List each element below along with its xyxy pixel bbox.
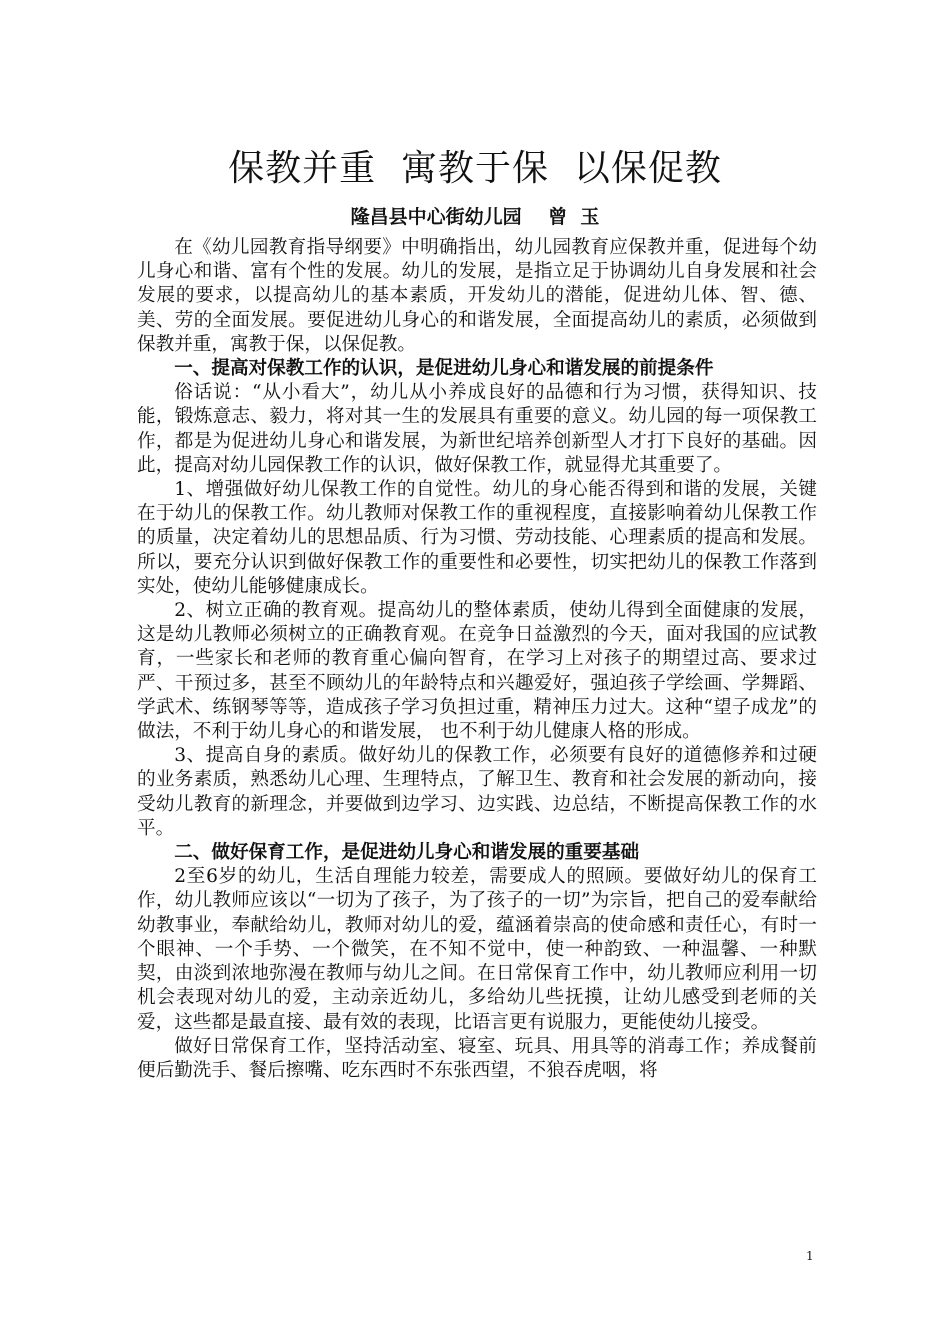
page-number: 1 [806,1249,814,1263]
paragraph-intro: 在《幼儿园教育指导纲要》中明确指出，幼儿园教育应保教并重，促进每个幼儿身心和谐、富有个性的发展。幼儿的发展，是指立足于协调幼儿自身发展和社会发展的要求，以提高幼儿的基本素质，开发幼儿的潜能，促进幼儿体、智、德、美、劳的全面发展。要促进幼儿身心的和谐发展，全面提高幼儿的素质，必须做到保教并重，寓教于保，以保促教。 [137,237,817,355]
paragraph: 1、增强做好幼儿保教工作的自觉性。幼儿的身心能否得到和谐的发展，关键在于幼儿的保教工作。幼儿教师对保教工作的重视程度，直接影响着幼儿保教工作的质量，决定着幼儿的思想品质、行为习惯、劳动技能、心理素质的提高和发展。所以，要充分认识到做好保教工作的重要性和必要性，切实把幼儿的保教工作落到实处，使幼儿能够健康成长。 [137,479,817,597]
paragraph: 俗话说：“从小看大”，幼儿从小养成良好的品德和行为习惯，获得知识、技能，锻炼意志、毅力，将对其一生的发展具有重要的意义。幼儿园的每一项保教工作，都是为促进幼儿身心和谐发展，为新世纪培养创新型人才打下良好的基础。因此，提高对幼儿园保教工作的认识，做好保教工作，就显得尤其重要了。 [137,382,817,476]
document-author: 隆昌县中心街幼儿园 曾 玉 [350,206,600,228]
paragraph: 做好日常保育工作，坚持活动室、寝室、玩具、用具等的消毒工作；养成餐前便后勤洗手、餐后擦嘴、吃东西时不东张西望，不狼吞虎咽，将 [137,1035,817,1081]
section-heading-1: 一、提高对保教工作的认识，是促进幼儿身心和谐发展的前提条件 [174,358,714,380]
paragraph: 2至6岁的幼儿，生活自理能力较差，需要成人的照顾。要做好幼儿的保育工作，幼儿教师应该以“一切为了孩子，为了孩子的一切”为宗旨，把自己的爱奉献给幼教事业，奉献给幼儿，教师对幼儿的爱，蕴涵着崇高的使命感和责任心，有时一个眼神、一个手势、一个微笑，在不知不觉中，使一种韵致、一种温馨、一种默契，由淡到浓地弥漫在教师与幼儿之间。在日常保育工作中，幼儿教师应利用一切机会表现对幼儿的爱，主动亲近幼儿，多给幼儿些抚摸，让幼儿感受到老师的关爱，这些都是最直接、最有效的表现，比语言更有说服力，更能使幼儿接受。 [137,866,817,1033]
paragraph: 3、提高自身的素质。做好幼儿的保教工作，必须要有良好的道德修养和过硬的业务素质，熟悉幼儿心理、生理特点，了解卫生、教育和社会发展的新动向，接受幼儿教育的新理念，并要做到边学习、边实践、边总结，不断提高保教工作的水平。 [137,745,817,839]
document-body [137,236,817,1083]
document-title: 保教并重 寓教于保 以保促教 [228,148,722,189]
paragraph: 2、树立正确的教育观。提高幼儿的整体素质，使幼儿得到全面健康的发展，这是幼儿教师必须树立的正确教育观。在竞争日益激烈的今天，面对我国的应试教育，一些家长和老师的教育重心偏向智育，在学习上对孩子的期望过高、要求过严、干预过多，甚至不顾幼儿的年龄特点和兴趣爱好，强迫孩子学绘画、学舞蹈、学武术、练钢琴等等，造成孩子学习负担过重，精神压力过大。这种“望子成龙”的做法，不利于幼儿身心的和谐发展， 也不利于幼儿健康人格的形成。 [137,600,817,743]
section-heading-2: 二、做好保育工作，是促进幼儿身心和谐发展的重要基础 [174,842,640,864]
